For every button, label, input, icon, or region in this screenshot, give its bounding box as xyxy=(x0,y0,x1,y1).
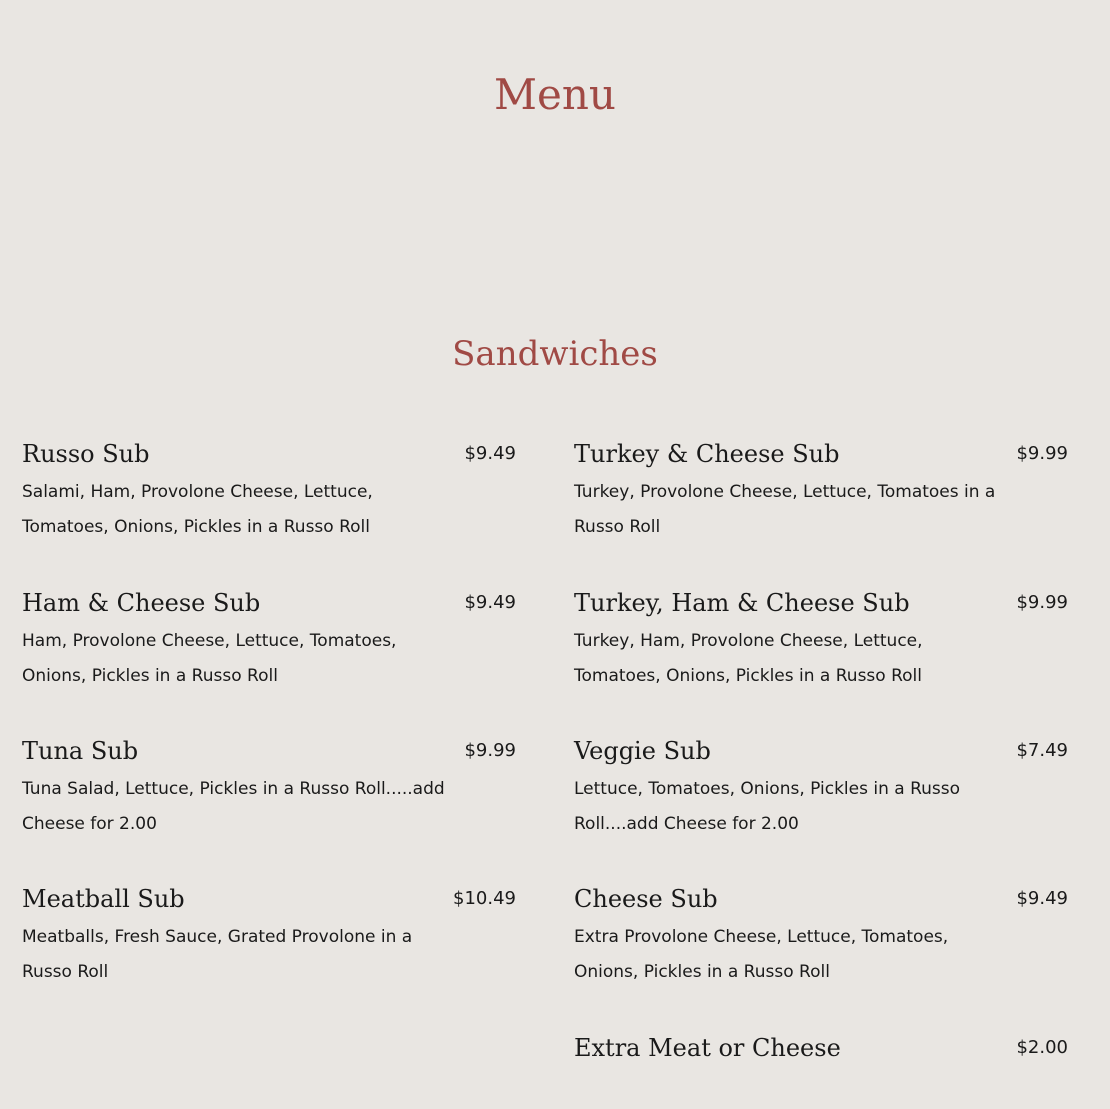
menu-item xyxy=(574,884,1068,989)
page-title: Menu xyxy=(494,70,616,119)
item-name: Extra Meat or Cheese xyxy=(574,1034,841,1062)
item-price: $9.49 xyxy=(464,443,516,464)
item-description: Ham, Provolone Cheese, Lettuce, Tomatoes, Onions, Pickles in a Russo Roll xyxy=(22,631,397,686)
item-description: Tuna Salad, Lettuce, Pickles in a Russo Roll.....add Cheese for 2.00 xyxy=(22,779,445,834)
item-description: Extra Provolone Cheese, Lettuce, Tomatoes, Onions, Pickles in a Russo Roll xyxy=(574,927,949,982)
item-price: $9.49 xyxy=(464,592,516,613)
item-price: $7.49 xyxy=(1016,740,1068,761)
menu-item xyxy=(574,588,1068,693)
item-name: Ham & Cheese Sub xyxy=(22,589,261,617)
menu-item xyxy=(22,884,516,989)
item-name: Cheese Sub xyxy=(574,885,718,913)
item-price: $9.99 xyxy=(1016,443,1068,464)
item-price: $2.00 xyxy=(1016,1037,1068,1058)
item-name: Russo Sub xyxy=(22,440,150,468)
section-title-sandwiches: Sandwiches xyxy=(452,334,658,374)
item-name: Turkey, Ham & Cheese Sub xyxy=(574,589,910,617)
menu-item xyxy=(22,736,516,841)
item-description: Salami, Ham, Provolone Cheese, Lettuce, Tomatoes, Onions, Pickles in a Russo Roll xyxy=(22,482,373,537)
item-name: Tuna Sub xyxy=(22,737,139,765)
item-description: Turkey, Ham, Provolone Cheese, Lettuce, Tomatoes, Onions, Pickles in a Russo Roll xyxy=(574,631,923,686)
item-name: Veggie Sub xyxy=(574,737,711,765)
item-price: $10.49 xyxy=(453,888,516,909)
item-description: Lettuce, Tomatoes, Onions, Pickles in a Russo Roll....add Cheese for 2.00 xyxy=(574,779,961,834)
item-name: Meatball Sub xyxy=(22,885,185,913)
menu-item xyxy=(22,439,516,544)
item-description: Meatballs, Fresh Sauce, Grated Provolone in a Russo Roll xyxy=(22,927,413,982)
item-price: $9.49 xyxy=(1016,888,1068,909)
menu-item xyxy=(574,439,1068,544)
item-description: Turkey, Provolone Cheese, Lettuce, Tomatoes in a Russo Roll xyxy=(574,482,996,537)
menu-item xyxy=(22,588,516,693)
item-price: $9.99 xyxy=(464,740,516,761)
item-price: $9.99 xyxy=(1016,592,1068,613)
item-name: Turkey & Cheese Sub xyxy=(574,440,840,468)
menu-item xyxy=(574,736,1068,841)
menu-item xyxy=(574,1033,1068,1063)
